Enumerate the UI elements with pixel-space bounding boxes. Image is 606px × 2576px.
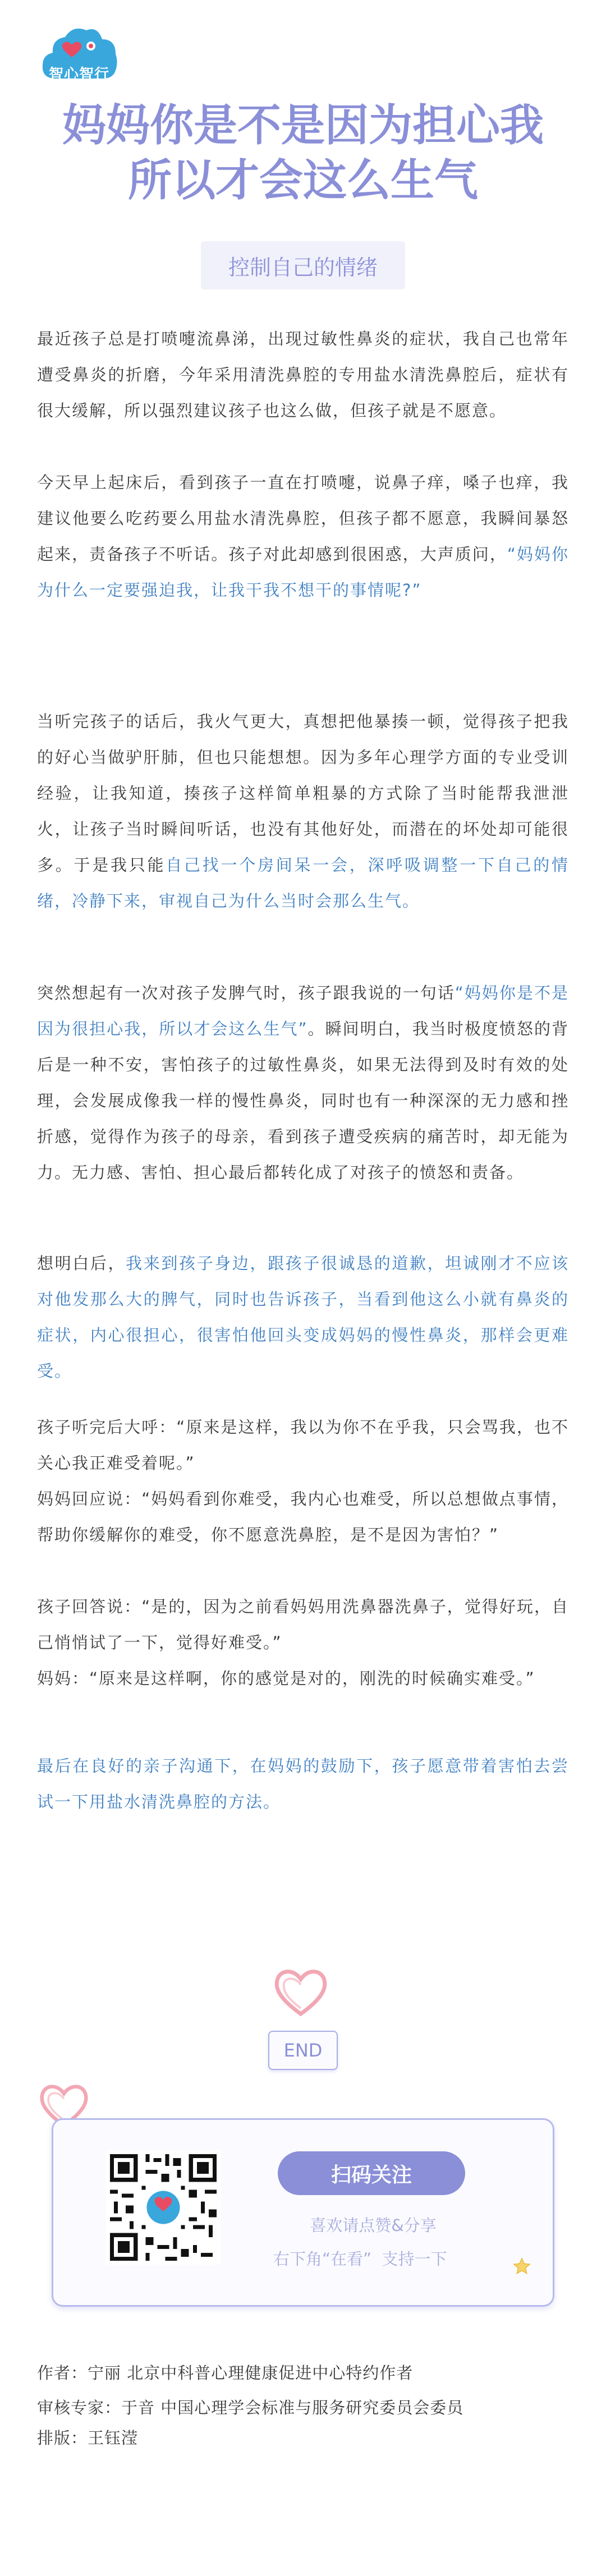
paragraph-4-text-b: 。瞬间明白，我当时极度愤怒的背后是一种不安，害怕孩子的过敏性鼻炎，如果无法得到及时有效的处理，会发展成像我一样的慢性鼻炎，同时也有一种深深的无力感和挫折感，觉得作为孩子的母亲，看到孩子遭受疾病的痛苦时，却无能为力。无力感、害怕、担心最后都转化成了对孩子的愤怒和责备。 xyxy=(37,1019,569,1182)
paragraph-5-highlight: 我来到孩子身边，跟孩子很诚恳的道歉，坦诚刚才不应该对他发那么大的脾气，同时也告诉孩子，当看到他这么小就有鼻炎的症状，内心很担心，很害怕他回头变成妈妈的慢性鼻炎，那样会更难受。 xyxy=(37,1254,569,1381)
paragraph-8: 孩子回答说：“是的，因为之前看妈妈用洗鼻器洗鼻子，觉得好玩，自己悄悄试了一下，觉得好难受。” xyxy=(37,1597,569,1652)
paragraph-4-text-a: 突然想起有一次对孩子发脾气时，孩子跟我说的一句话 xyxy=(37,983,455,1002)
paragraph-3 xyxy=(37,703,569,919)
end-badge xyxy=(268,2031,338,2070)
heart-outline-icon xyxy=(272,1965,330,2021)
paragraph-7: 妈妈回应说：“妈妈看到你难受，我内心也难受，所以总想做点事情，帮助你缓解你的难受，你不愿意洗鼻腔，是不是因为害怕？” xyxy=(37,1489,569,1544)
paragraph-3-highlight: 自己找一个房间呆一会，深呼吸调整一下自己的情绪，冷静下来，审视自己为什么当时会那么生气。 xyxy=(37,855,569,910)
paragraph-1: 最近孩子总是打喷嚏流鼻涕，出现过敏性鼻炎的症状，我自己也常年遭受鼻炎的折磨，今年采用清洗鼻腔的专用盐水清洗鼻腔后，症状有很大缓解，所以强烈建议孩子也这么做，但孩子就是不愿意。 xyxy=(37,329,569,420)
paragraph-2-highlight: “妈妈你为什么一定要强迫我，让我干我不想干的事情呢?” xyxy=(37,545,569,600)
paragraph-5 xyxy=(37,1245,569,1389)
brand-logo xyxy=(37,22,121,84)
qr-code-icon[interactable] xyxy=(106,2150,221,2265)
section-subtitle xyxy=(201,241,405,289)
end-label: END xyxy=(283,2040,323,2061)
like-share-text: 喜欢请点赞&分享 xyxy=(310,2216,437,2235)
paragraph-4 xyxy=(37,975,569,1190)
reviewer-credit: 审核专家：于音 中国心理学会标准与服务研究委员会委员 xyxy=(37,2398,464,2417)
section-subtitle-text: 控制自己的情绪 xyxy=(228,255,378,280)
follow-card xyxy=(52,2118,554,2307)
paragraph-6: 孩子听完后大呼：“原来是这样，我以为你不在乎我，只会骂我，也不关心我正难受着呢。” xyxy=(37,1418,569,1473)
paragraph-5-text: 想明白后， xyxy=(37,1254,126,1273)
layout-credit: 排版：王钰滢 xyxy=(37,2428,139,2448)
page-title-line-2: 所以才会这么生气 xyxy=(127,155,478,206)
paragraph-2 xyxy=(37,464,569,608)
paragraph-9: 妈妈：“原来是这样啊，你的感觉是对的，刚洗的时候确实难受。” xyxy=(37,1669,535,1688)
page-title-line-1: 妈妈你是不是因为担心我 xyxy=(62,100,544,151)
star-icon xyxy=(512,2257,531,2276)
author-credit: 作者：宁丽 北京中科普心理健康促进中心特约作者 xyxy=(37,2363,414,2382)
paragraph-2-text: 今天早上起床后，看到孩子一直在打喷嚏，说鼻子痒，嗓子也痒，我建议他要么吃药要么用盐水清洗鼻腔，但孩子都不愿意，我瞬间暴怒起来，责备孩子不听话。孩子对此却感到很困惑，大声质问， xyxy=(37,473,569,564)
paragraph-10: 最后在良好的亲子沟通下，在妈妈的鼓励下，孩子愿意带着害怕去尝试一下用盐水清洗鼻腔的方法。 xyxy=(37,1756,569,1811)
paragraph-3-text: 当听完孩子的话后，我火气更大，真想把他暴揍一顿，觉得孩子把我的好心当做驴肝肺，但也只能想想。因为多年心理学方面的专业受训经验，让我知道，揍孩子这样简单粗暴的方式除了当时能帮我泄泄火，让孩子当时瞬间听话，也没有其他好处，而潜在的坏处却可能很多。于是我只能 xyxy=(37,712,569,875)
follow-button[interactable]: 扫码关注 xyxy=(278,2151,465,2195)
logo-text: 智心智行 xyxy=(48,66,109,83)
paragraph-4-highlight: “妈妈你是不是因为很担心我，所以才会这么生气” xyxy=(37,983,569,1038)
watch-support-text: 右下角“在看” 支持一下 xyxy=(273,2250,447,2269)
